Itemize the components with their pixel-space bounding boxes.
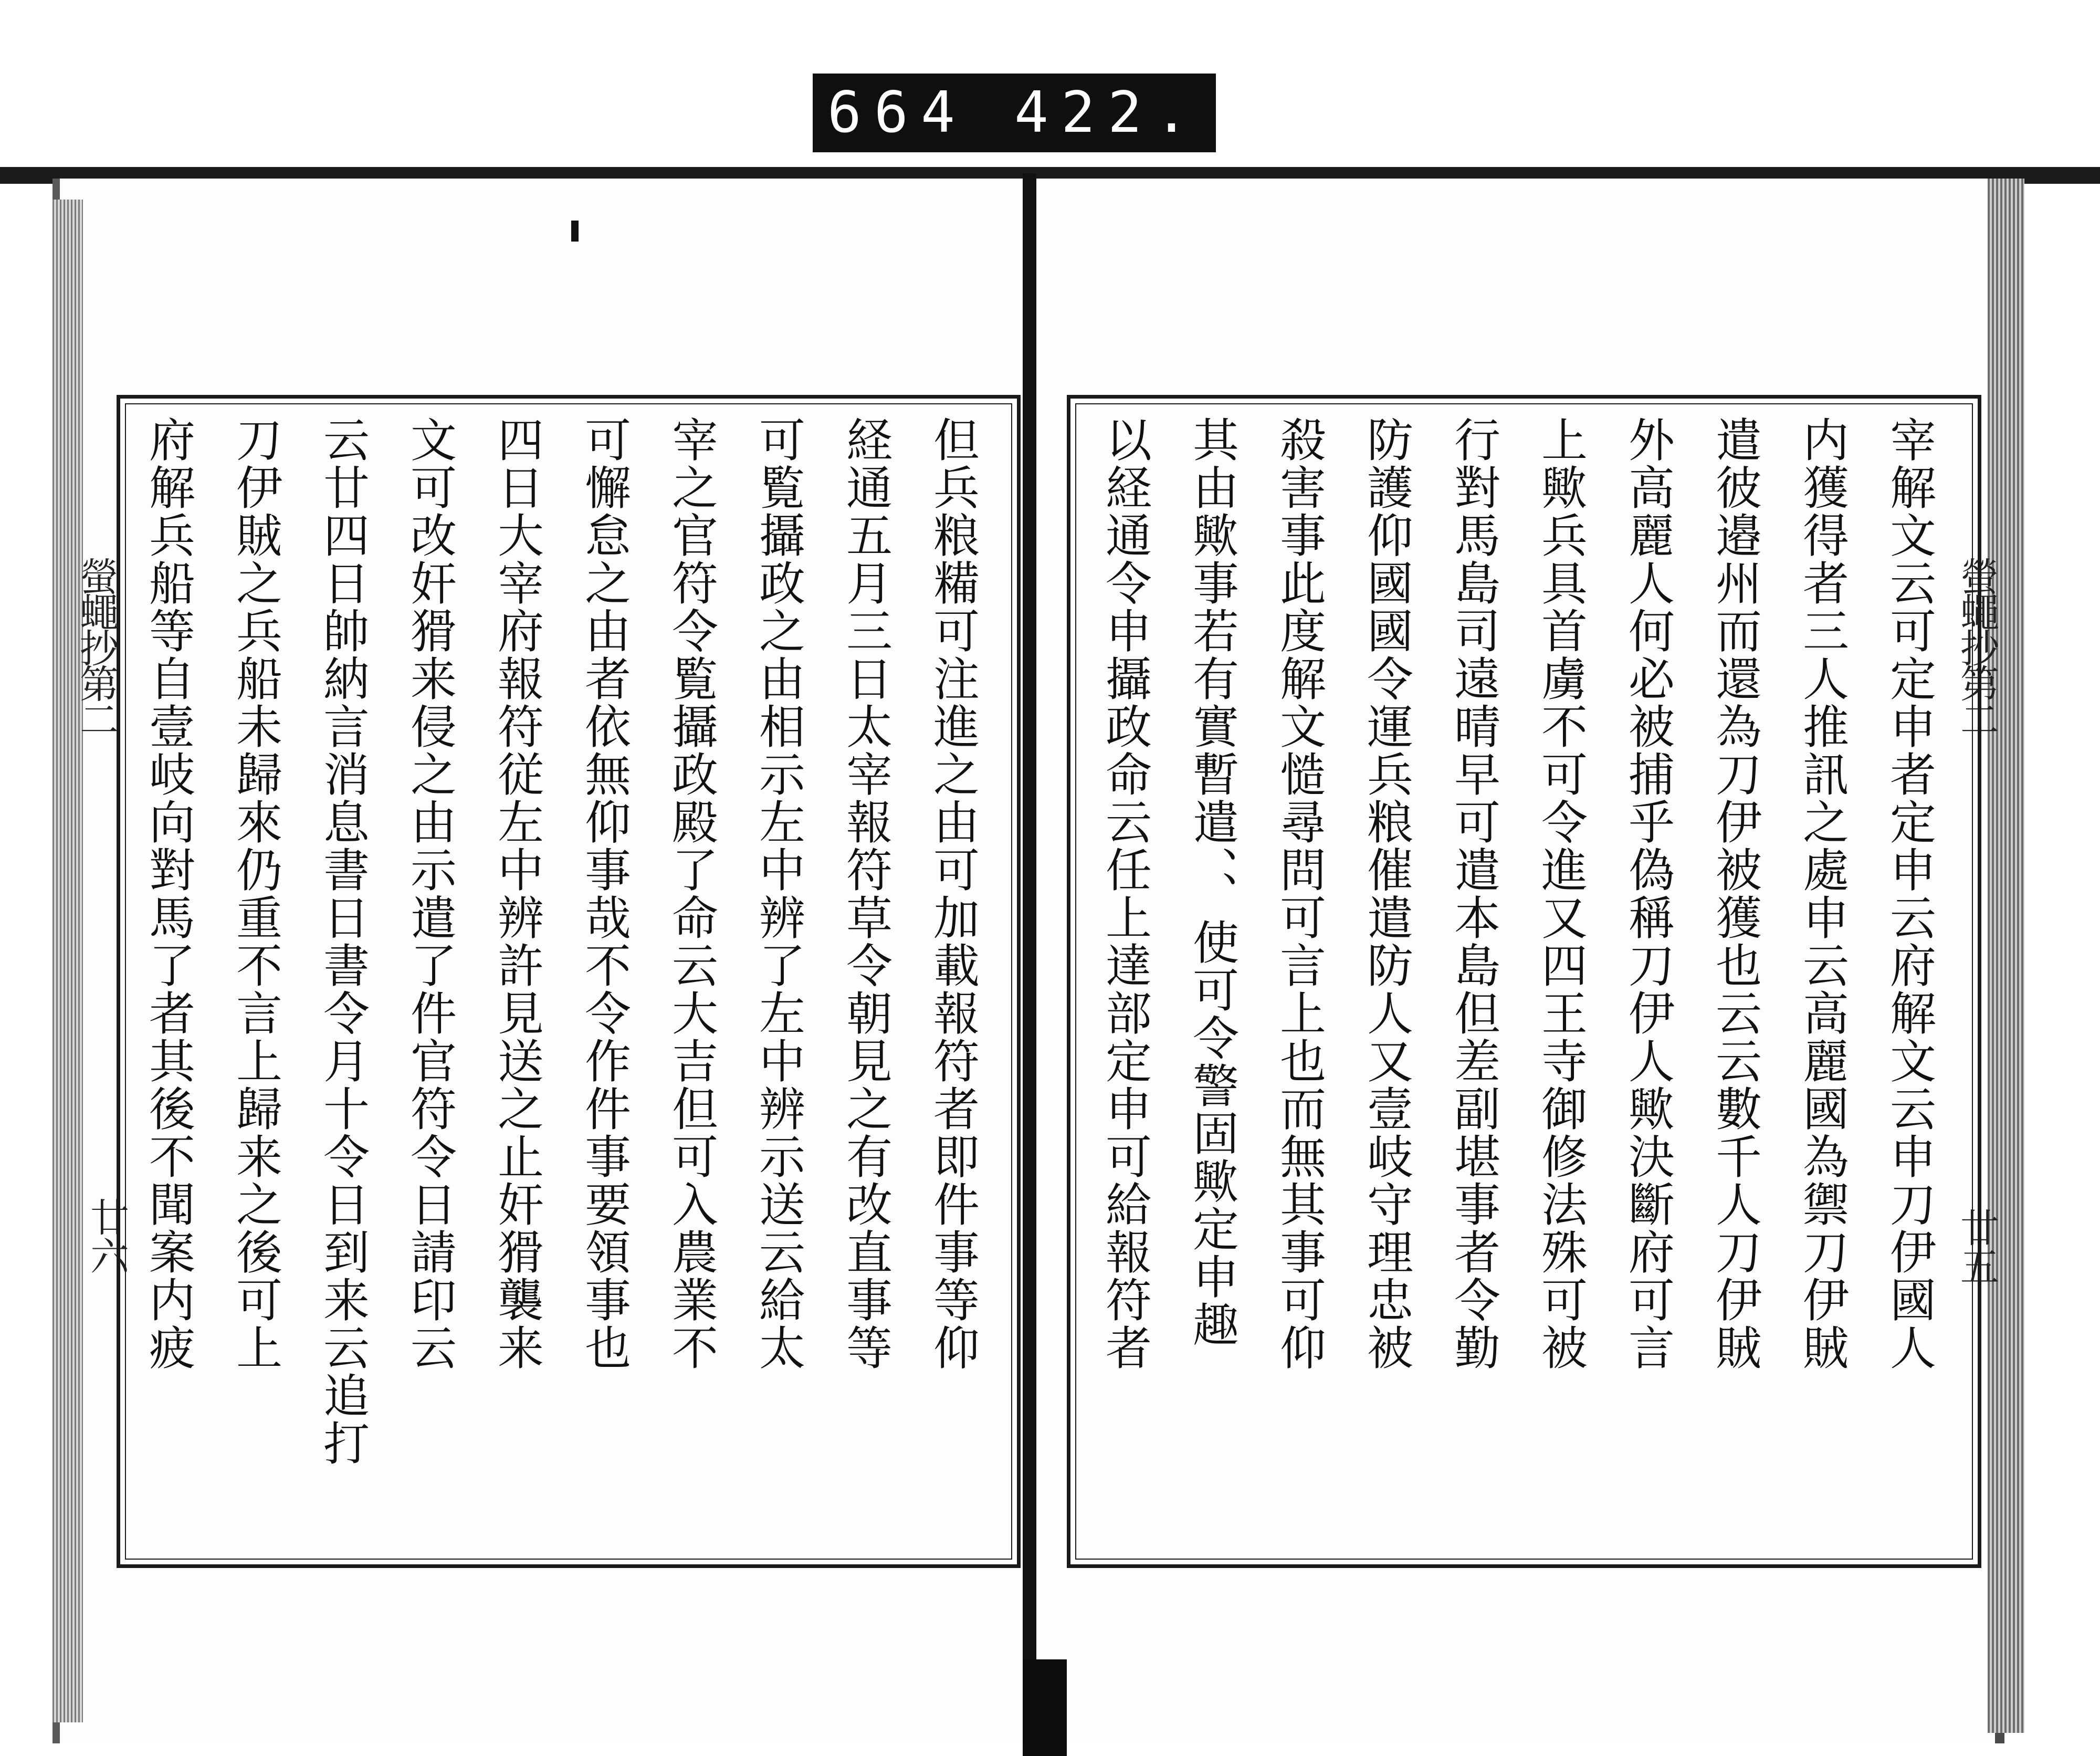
text-column: 刀伊賊之兵船未歸來仍重不言上歸来之後可上 bbox=[229, 416, 283, 1372]
left-page-title: 螢蠅抄第二 bbox=[74, 557, 119, 735]
text-column: 外高麗人何必被捕乎偽稱刀伊人歟決斷府可言 bbox=[1621, 416, 1675, 1372]
text-column: 但兵粮糒可注進之由可加載報符者即件事等仰 bbox=[926, 416, 980, 1372]
text-column: 宰之官符令覧攝政殿了命云大吉但可入農業不 bbox=[665, 416, 719, 1372]
left-page-edge bbox=[52, 200, 83, 1722]
text-column: 防護仰國國令運兵粮催遣防人又壹岐守理忠被 bbox=[1360, 416, 1414, 1372]
binding-shadow bbox=[1023, 1659, 1067, 1756]
book-binding bbox=[1023, 173, 1036, 1756]
text-column: 可覧攝政之由相示左中辨了左中辨示送云給太 bbox=[752, 416, 806, 1372]
text-column: 上歟兵具首虜不可令進又四王寺御修法殊可被 bbox=[1534, 416, 1588, 1372]
text-column: 其由歟事若有實暫遣、、使可令警固歟定申趣 bbox=[1185, 416, 1240, 1349]
archive-label: 664 422. bbox=[813, 74, 1216, 152]
text-column: 遣彼邉州而還為刀伊被獲也云云數千人刀伊賊 bbox=[1708, 416, 1762, 1372]
text-column: 可懈怠之由者依無仰事哉不令作件事要領事也 bbox=[578, 416, 632, 1372]
right-page-edge bbox=[1988, 179, 2024, 1733]
text-column: 文可改奸猾来侵之由示遣了件官符令日請印云 bbox=[403, 416, 457, 1372]
text-column: 以経通令申攝政命云任上達部定申可給報符者 bbox=[1098, 416, 1152, 1372]
text-column: 経通五月三日太宰報符草令朝見之有改直事等 bbox=[839, 416, 893, 1372]
right-page-folio: 廿五 bbox=[1954, 1208, 1999, 1285]
text-column: 四日大宰府報符従左中辨許見送之止奸猾襲来 bbox=[490, 416, 544, 1372]
text-column: 内獲得者三人推訊之處申云高麗國為禦刀伊賊 bbox=[1796, 416, 1850, 1372]
left-page-text bbox=[141, 416, 996, 1545]
left-page-folio: 廿六 bbox=[84, 1197, 129, 1275]
text-column: 府解兵船等自壹岐向對馬了者其後不聞案内疲 bbox=[142, 416, 196, 1372]
ink-speck bbox=[571, 221, 579, 242]
text-column: 行對馬島司遠晴早可遣本島但差副堪事者令勤 bbox=[1447, 416, 1501, 1372]
text-column: 云廿四日帥納言消息書日書令月十令日到来云追打 bbox=[316, 416, 370, 1467]
right-page-title: 螢蠅抄第二 bbox=[1954, 557, 1999, 735]
text-column: 殺害事此度解文慥尋問可言上也而無其事可仰 bbox=[1273, 416, 1327, 1372]
text-column: 宰解文云可定申者定申云府解文云申刀伊國人 bbox=[1883, 416, 1937, 1372]
right-page-text bbox=[1092, 416, 1953, 1545]
